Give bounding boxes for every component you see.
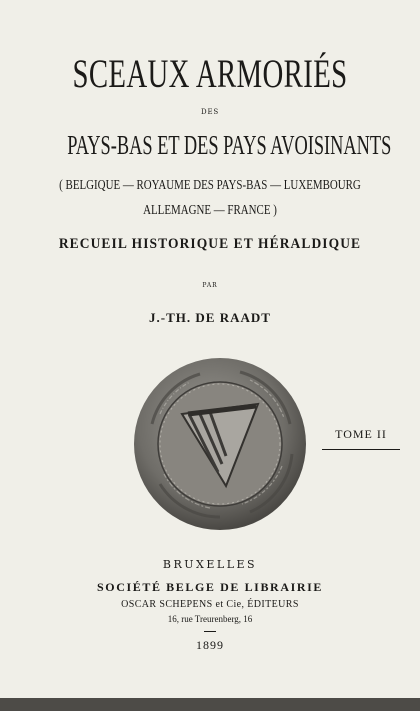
editors-line: OSCAR SCHEPENS et Cie, ÉDITEURS (121, 599, 299, 610)
book-title: SCEAUX ARMORIÉS (72, 51, 348, 96)
countries-line-1: ( BELGIQUE — ROYAUME DES PAYS-BAS — LUXEMBOURG (59, 178, 361, 193)
publisher-address: 16, rue Treurenberg, 16 (167, 614, 253, 624)
author-name: J.-TH. DE RAADT (149, 310, 271, 325)
seal-image (130, 354, 310, 534)
by-label: PAR (202, 282, 218, 289)
publisher-name: SOCIÉTÉ BELGE DE LIBRAIRIE (97, 580, 323, 594)
separator-dash (204, 631, 216, 632)
countries-line-2: ALLEMAGNE — FRANCE ) (143, 203, 277, 218)
publication-city: BRUXELLES (162, 558, 258, 571)
collection-title: RECUEIL HISTORIQUE ET HÉRALDIQUE (58, 236, 362, 252)
connector-des: DES (201, 108, 219, 116)
volume-label: TOME II (335, 427, 387, 441)
publication-year: 1899 (196, 638, 224, 652)
volume-rule (322, 449, 400, 450)
book-subtitle: PAYS-BAS ET DES PAYS AVOISINANTS (67, 130, 392, 160)
